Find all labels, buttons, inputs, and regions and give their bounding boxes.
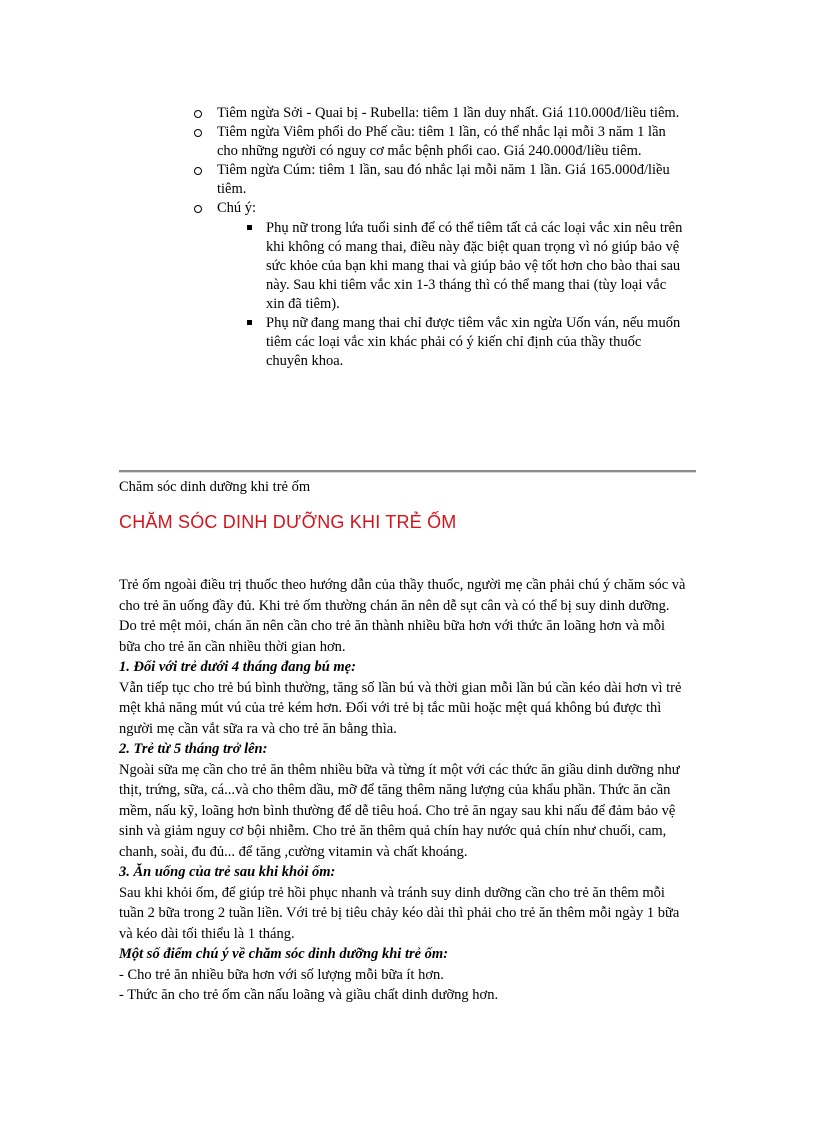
note-label: Chú ý: xyxy=(217,200,257,216)
tip-line: - Cho trẻ ăn nhiều bữa hơn với số lượng mỗi bữa ít hơn. xyxy=(119,966,444,983)
list-item xyxy=(247,219,686,314)
circle-bullet-icon xyxy=(194,167,202,175)
list-item xyxy=(194,104,687,123)
intro-paragraph: Trẻ ốm ngoài điều trị thuốc theo hướng dẫn của thầy thuốc, người mẹ cần phải chú ý chăm sóc và cho trẻ ăn uống đầy đủ. Khi trẻ ốm thường chán ăn nên dễ sụt cân và có thể bị suy dinh dưỡng. Do trẻ mệt mỏi, chán ăn nên cần cho trẻ ăn thành nhiều bữa hơn với thức ăn loãng hơn và mỗi bữa cho trẻ ăn cần nhiều thời gian hơn. xyxy=(119,577,686,655)
list-item-text: Phụ nữ đang mang thai chỉ được tiêm vắc xin ngừa Uốn ván, nếu muốn tiêm các loại vắc xin khác phải có ý kiến chỉ định của thầy thuốc chuyên khoa. xyxy=(266,315,681,369)
article-heading: CHĂM SÓC DINH DƯỠNG KHI TRẺ ỐM xyxy=(119,512,457,532)
horizontal-rule xyxy=(119,470,696,473)
vaccine-list xyxy=(194,104,694,371)
article-small-title: Chăm sóc dinh dưỡng khi trẻ ốm xyxy=(119,479,311,495)
list-item-text: Tiêm ngừa Sởi - Quai bị - Rubella: tiêm 1 lần duy nhất. Giá 110.000đ/liều tiêm. xyxy=(217,105,680,121)
square-bullet-icon xyxy=(247,225,252,230)
article-body xyxy=(119,575,687,1006)
note-list xyxy=(247,219,687,371)
list-item xyxy=(194,161,687,199)
list-item-text: Tiêm ngừa Cúm: tiêm 1 lần, sau đó nhắc lại mỗi năm 1 lần. Giá 165.000đ/liều tiêm. xyxy=(217,162,670,197)
section-title: 1. Đối với trẻ dưới 4 tháng đang bú mẹ: xyxy=(119,659,356,675)
list-item xyxy=(247,314,686,371)
circle-bullet-icon xyxy=(194,110,202,118)
list-item-text: Phụ nữ trong lứa tuổi sinh để có thể tiêm tất cả các loại vắc xin nêu trên khi không có mang thai, điều này đặc biệt quan trọng vì nó giúp bảo vệ sức khỏe của bạn khi mang thai và giúp bảo vệ tốt hơn cho bào thai sau này. Sau khi tiêm vắc xin 1-3 tháng thì có thể mang thai (tùy loại vắc xin đã tiêm). xyxy=(266,220,683,312)
section-paragraph: Vẫn tiếp tục cho trẻ bú bình thường, tăng số lần bú và thời gian mỗi lần bú cần kéo dài hơn vì trẻ mệt khả năng mút vú của trẻ kém hơn. Đối với trẻ bị tắc mũi hoặc mệt quá không bú được thì người mẹ cần vắt sữa ra và cho trẻ ăn bằng thìa. xyxy=(119,679,682,737)
section-paragraph: Sau khi khỏi ốm, để giúp trẻ hồi phục nhanh và tránh suy dinh dưỡng cần cho trẻ ăn thêm mỗi tuần 2 bữa trong 2 tuần liền. Với trẻ bị tiêu chảy kéo dài thì phải cho trẻ ăn thêm mỗi ngày 1 bữa và kéo dài tối thiểu là 1 tháng. xyxy=(119,884,680,942)
section-title: 2. Trẻ từ 5 tháng trở lên: xyxy=(119,741,268,757)
circle-bullet-icon xyxy=(194,205,202,213)
square-bullet-icon xyxy=(247,320,252,325)
list-item xyxy=(194,123,687,161)
note-item xyxy=(194,199,687,371)
section-paragraph: Ngoài sữa mẹ cần cho trẻ ăn thêm nhiều bữa và từng ít một với các thức ăn giầu dinh dưỡng như thịt, trứng, sữa, cá...và cho thêm dầu, mỡ để tăng thêm năng lượng của khẩu phần. Thức ăn cần mềm, nấu kỹ, loãng hơn bình thường để dễ tiêu hoá. Cho trẻ ăn ngay sau khi nấu để đảm bảo vệ sinh và giảm nguy cơ bội nhiễm. Cho trẻ ăn thêm quả chín hay nước quả chín như chuối, cam, chanh, soài, đu đủ... để tăng ,cường vitamin và chất khoáng. xyxy=(119,761,680,860)
section-title: 3. Ăn uống của trẻ sau khi khỏi ốm: xyxy=(119,864,336,880)
tip-line: - Thức ăn cho trẻ ốm cần nấu loãng và giầu chất dinh dưỡng hơn. xyxy=(119,987,499,1003)
section-title: Một số điểm chú ý về chăm sóc dinh dưỡng khi trẻ ốm: xyxy=(119,946,449,962)
circle-bullet-icon xyxy=(194,129,202,137)
list-item-text: Tiêm ngừa Viêm phổi do Phế cầu: tiêm 1 lần, có thể nhắc lại mỗi 3 năm 1 lần cho những người có nguy cơ mắc bệnh phổi cao. Giá 240.000đ/liều tiêm. xyxy=(217,124,666,159)
